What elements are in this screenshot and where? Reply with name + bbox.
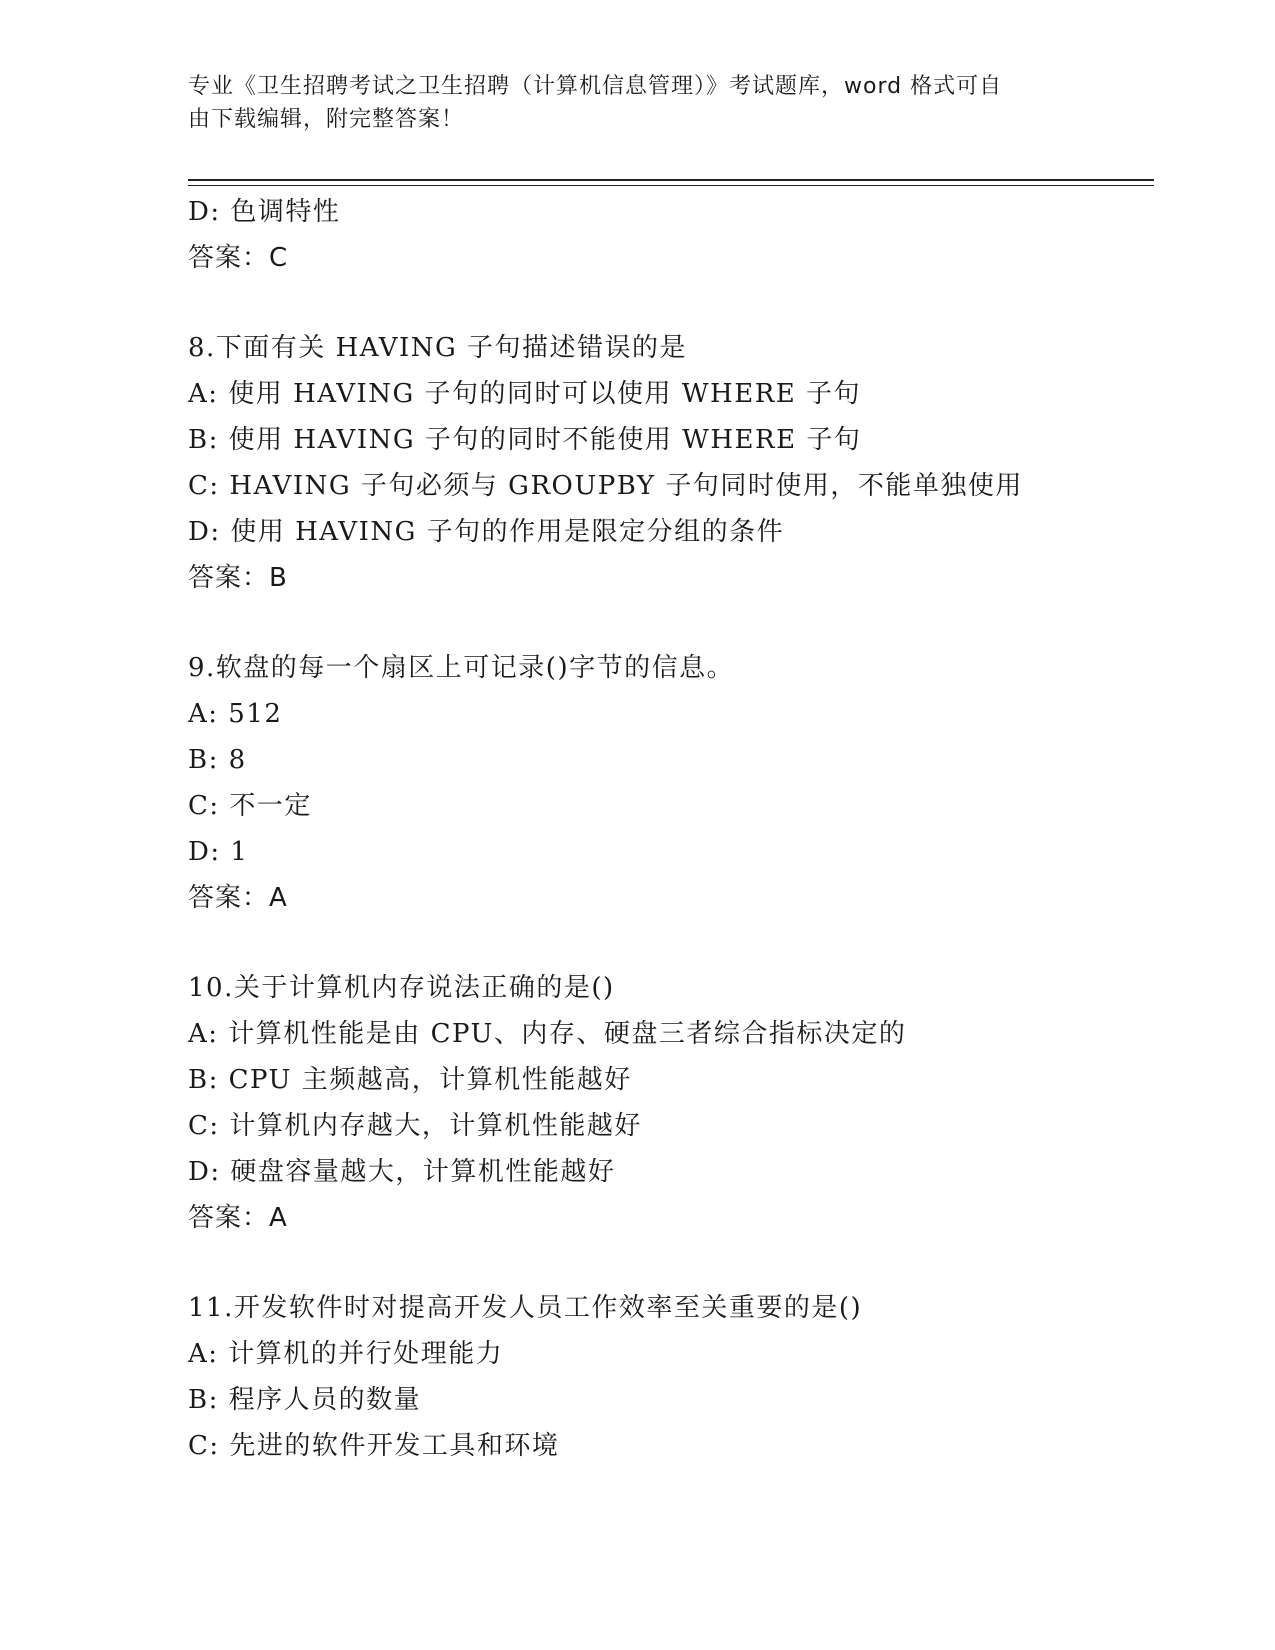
option-line: A: 512 — [188, 699, 283, 729]
option-line: C: 计算机内存越大，计算机性能越好 — [188, 1111, 642, 1141]
question-list — [188, 189, 1154, 1469]
option-line: D: 硬盘容量越大，计算机性能越好 — [188, 1157, 616, 1187]
option-line: B: 8 — [188, 745, 247, 775]
question-block — [188, 1285, 1154, 1469]
header-divider-thin — [188, 185, 1154, 186]
spacer — [188, 281, 1154, 325]
spacer — [188, 921, 1154, 965]
answer-line: 答案：A — [188, 1203, 288, 1233]
spacer — [188, 1241, 1154, 1285]
option-line: A: 计算机的并行处理能力 — [188, 1339, 504, 1369]
header-line-2: 由下载编辑，附完整答案！ — [188, 107, 465, 132]
question-block — [188, 189, 1154, 281]
header-divider — [188, 179, 1154, 181]
question-block — [188, 325, 1154, 601]
option-line: C: 不一定 — [188, 791, 312, 821]
option-line: D: 1 — [188, 837, 249, 867]
question-text: 10.关于计算机内存说法正确的是() — [188, 973, 615, 1003]
question-block — [188, 645, 1154, 921]
option-line: B: CPU 主频越高，计算机性能越好 — [188, 1065, 632, 1095]
answer-line: 答案：A — [188, 883, 288, 913]
option-line: C: HAVING 子句必须与 GROUPBY 子句同时使用，不能单独使用 — [188, 471, 1023, 501]
question-text: 9.软盘的每一个扇区上可记录()字节的信息。 — [188, 653, 735, 683]
option-line: D: 使用 HAVING 子句的作用是限定分组的条件 — [188, 517, 785, 547]
option-line: A: 计算机性能是由 CPU、内存、硬盘三者综合指标决定的 — [188, 1019, 907, 1049]
question-text: 11.开发软件时对提高开发人员工作效率至关重要的是() — [188, 1293, 863, 1323]
option-line: D: 色调特性 — [188, 197, 341, 227]
option-line: B: 使用 HAVING 子句的同时不能使用 WHERE 子句 — [188, 425, 862, 455]
option-line: A: 使用 HAVING 子句的同时可以使用 WHERE 子句 — [188, 379, 862, 409]
answer-line: 答案：C — [188, 243, 289, 273]
question-block — [188, 965, 1154, 1241]
option-line: B: 程序人员的数量 — [188, 1385, 422, 1415]
document-header — [188, 70, 1068, 136]
answer-line: 答案：B — [188, 563, 288, 593]
spacer — [188, 601, 1154, 645]
question-text: 8.下面有关 HAVING 子句描述错误的是 — [188, 333, 688, 363]
header-line-1: 专业《卫生招聘考试之卫生招聘（计算机信息管理）》考试题库，word 格式可自 — [188, 74, 1003, 99]
option-line: C: 先进的软件开发工具和环境 — [188, 1431, 560, 1461]
